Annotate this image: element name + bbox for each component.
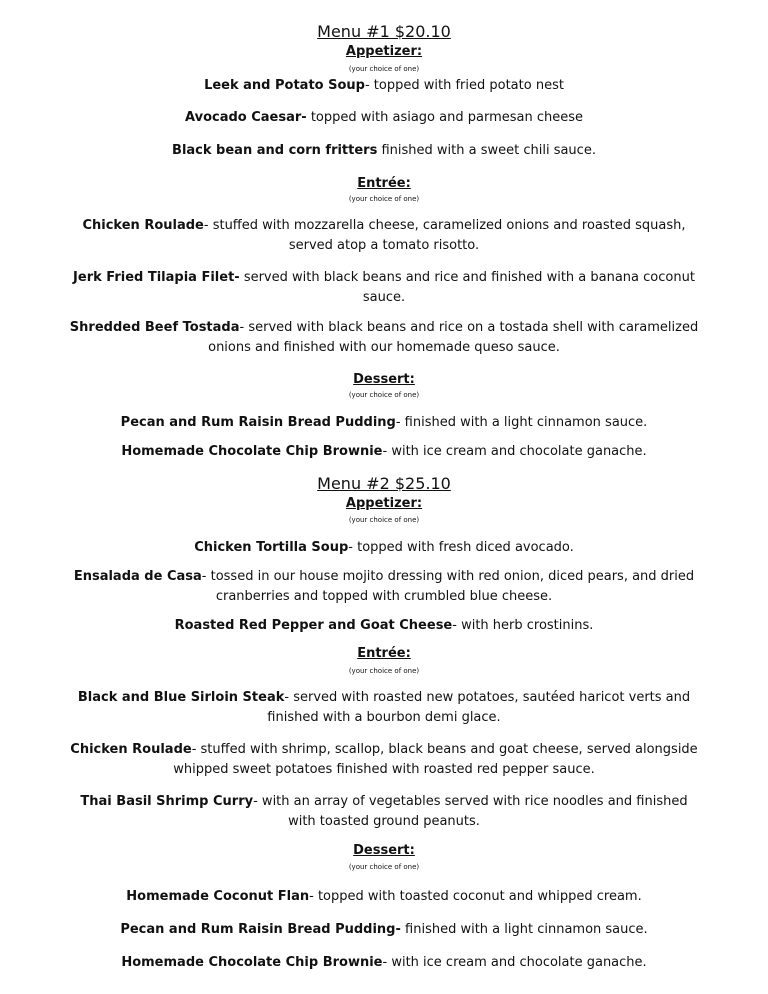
menu-2-entree-note: (your choice of one) [348,667,420,675]
item-desc: - topped with toasted coconut and whipped cream. [309,889,642,904]
menu-2-title: Menu #2 $25.10 [317,474,451,493]
item-name: Ensalada de Casa [73,569,202,584]
menu-1-entree-note: (your choice of one) [348,195,420,203]
item-desc: - stuffed with mozzarella cheese, caramelized onions and roasted squash, [203,218,686,233]
item-desc: - with an array of vegetables served with rice noodles and finished [253,794,688,809]
item-name: Homemade Chocolate Chip Brownie [121,955,383,970]
item-name: Thai Basil Shrimp Curry [80,794,254,809]
item-name: Shredded Beef Tostada [69,320,240,335]
menu-item-cont: served atop a tomato risotto. [288,238,480,253]
menu-item [0,318,768,338]
item-desc: - served with black beans and rice on a tostada shell with caramelized [239,320,699,335]
item-name: Jerk Fried Tilapia Filet- [73,270,240,285]
menu-item-cont: finished with a bourbon demi glace. [267,710,501,725]
menu-1-entree-heading: Entrée: [357,176,411,191]
menu-item [0,442,768,462]
menu-1-dessert-heading: Dessert: [353,372,415,387]
item-desc: - finished with a light cinnamon sauce. [395,415,648,430]
menu-item [0,216,768,236]
item-desc: topped with asiago and parmesan cheese [306,110,583,125]
menu-item-cont: cranberries and topped with crumbled blue cheese. [215,589,553,604]
item-name: Chicken Roulade [70,742,192,757]
menu-2-dessert-note: (your choice of one) [348,863,420,871]
menu-2-appetizer-note: (your choice of one) [348,516,420,524]
item-desc: served with black beans and rice and finished with a banana coconut [239,270,695,285]
menu-item-cont: onions and finished with our homemade queso sauce. [208,340,560,355]
menu-2-entree-heading: Entrée: [357,646,411,661]
item-name: Leek and Potato Soup [204,78,365,93]
item-name: Chicken Tortilla Soup [194,540,349,555]
menu-item [0,792,768,812]
item-name: Roasted Red Pepper and Goat Cheese [174,618,453,633]
item-name: Black bean and corn fritters [172,143,378,158]
item-name: Pecan and Rum Raisin Bread Pudding [120,415,396,430]
item-desc: - with herb crostinins. [452,618,594,633]
menu-item [0,688,768,708]
menu-item [0,108,768,128]
menu-1-appetizer-heading: Appetizer: [345,44,423,59]
menu-item [0,740,768,760]
menu-item-cont: with toasted ground peanuts. [288,814,480,829]
menu-item [0,141,768,161]
item-name: Pecan and Rum Raisin Bread Pudding- [120,922,401,937]
item-desc: finished with a light cinnamon sauce. [400,922,648,937]
item-name: Chicken Roulade [82,218,204,233]
item-desc: - served with roasted new potatoes, sautéed haricot verts and [284,690,691,705]
menu-item [0,538,768,558]
menu-item [0,616,768,636]
item-desc: - topped with fresh diced avocado. [348,540,574,555]
item-name: Homemade Chocolate Chip Brownie [121,444,383,459]
menu-item [0,953,768,973]
item-desc: - topped with fried potato nest [364,78,564,93]
item-desc: - with ice cream and chocolate ganache. [382,444,647,459]
item-desc: - tossed in our house mojito dressing with red onion, diced pears, and dried [201,569,695,584]
menu-item [0,887,768,907]
item-desc: - with ice cream and chocolate ganache. [382,955,647,970]
item-desc: - stuffed with shrimp, scallop, black beans and goat cheese, served alongside [191,742,698,757]
menu-item [0,920,768,940]
menu-item [0,268,768,288]
item-desc: finished with a sweet chili sauce. [377,143,596,158]
menu-1-title: Menu #1 $20.10 [317,22,451,41]
menu-item-cont: sauce. [362,290,406,305]
menu-item [0,76,768,96]
menu-1-dessert-note: (your choice of one) [348,391,420,399]
item-name: Black and Blue Sirloin Steak [77,690,285,705]
menu-item [0,413,768,433]
menu-1-appetizer-note: (your choice of one) [348,65,420,73]
item-name: Homemade Coconut Flan [126,889,310,904]
menu-2-dessert-heading: Dessert: [353,843,415,858]
menu-item [0,567,768,587]
item-name: Avocado Caesar- [185,110,307,125]
menu-2-appetizer-heading: Appetizer: [345,496,423,511]
menu-item-cont: whipped sweet potatoes finished with roasted red pepper sauce. [173,762,595,777]
